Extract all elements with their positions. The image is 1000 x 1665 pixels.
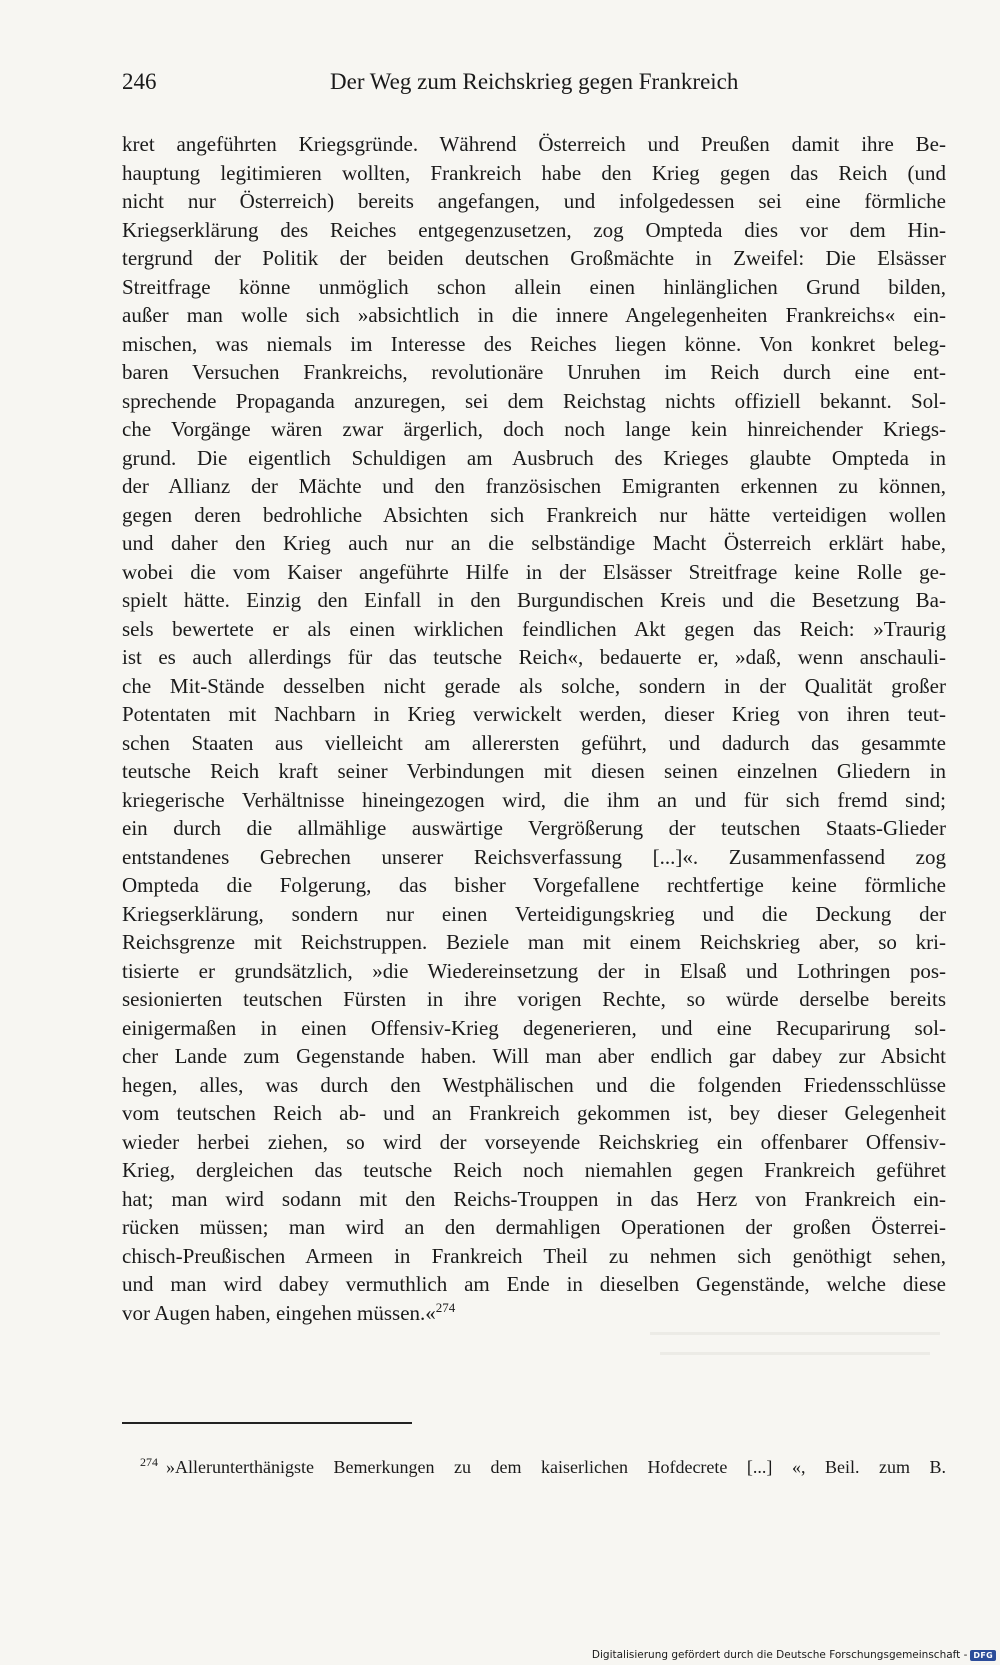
text-line: ein durch die allmählige auswärtige Vergrößerung der teutschen Staats-Glieder [122, 816, 946, 840]
running-head: Der Weg zum Reichskrieg gegen Frankreich [330, 69, 739, 94]
text-line: wobei die vom Kaiser angeführte Hilfe in der Elsässer Streitfrage keine Rolle ge- [122, 559, 946, 584]
text-line: hauptung legitimieren wollten, Frankreich habe den Krieg gegen das Reich (und [122, 160, 946, 185]
text-line: hegen, alles, was durch den Westphälischen und die folgenden Friedensschlüsse [122, 1072, 946, 1097]
text-line: kriegerische Verhältnisse hineingezogen wird, die ihm an und für sich fremd sind; [122, 787, 946, 812]
text-line: nicht nur Österreich) bereits angefangen, und infolgedessen sei eine förmliche [122, 189, 946, 213]
text-line: und daher den Krieg auch nur an die selbständige Macht Österreich erklärt habe, [122, 531, 946, 555]
text-line: baren Versuchen Frankreichs, revolutionäre Unruhen im Reich durch eine ent- [122, 360, 946, 384]
text-line: Potentaten mit Nachbarn in Krieg verwickelt werden, dieser Krieg von ihren teut- [122, 702, 946, 726]
text-line: mischen, was niemals im Interesse des Reiches liegen könne. Von konkret beleg- [122, 331, 946, 356]
credit-text: Digitalisierung gefördert durch die Deutsche Forschungsgemeinschaft - [591, 1649, 968, 1661]
text-line: Krieg, dergleichen das teutsche Reich noch niemahlen gegen Frankreich geführet [122, 1158, 946, 1182]
text-line: che Mit-Stände desselben nicht gerade als solche, sondern in der Qualität großer [122, 673, 946, 698]
text-line: schen Staaten aus vielleicht am allerersten geführt, und dadurch das gesammte [122, 730, 946, 755]
text-line: chisch-Preußischen Armeen in Frankreich Theil zu nehmen sich genöthigt sehen, [122, 1243, 946, 1268]
text-line: vom teutschen Reich ab- und an Frankreich gekommen ist, bey dieser Gelegenheit [122, 1101, 946, 1125]
digitization-credit [592, 1649, 996, 1661]
footnote-number: 274 [140, 1455, 158, 1469]
text-line: Kriegserklärung, sondern nur einen Verteidigungskrieg und die Deckung der [122, 901, 946, 926]
text-line: ist es auch allerdings für das teutsche Reich«, bedauerte er, »daß, wenn anschauli- [122, 645, 946, 669]
footnote-reference[interactable]: 274 [435, 1299, 456, 1315]
text-line: kret angeführten Kriegsgründe. Während Österreich und Preußen damit ihre Be- [122, 132, 946, 156]
text-line-last [122, 1299, 946, 1328]
bleed-through [650, 1332, 940, 1335]
text-line: gegen deren bedrohliche Absichten sich Frankreich nur hätte verteidigen wollen [122, 502, 946, 527]
text-line: Streitfrage könne unmöglich schon allein einen hinlänglichen Grund bilden, [122, 274, 946, 299]
text-line: sprechende Propaganda anzuregen, sei dem Reichstag nichts offiziell bekannt. Sol- [122, 388, 946, 413]
page-number: 246 [122, 69, 157, 94]
text-line: cher Lande zum Gegenstande haben. Will man aber endlich gar dabey zur Absicht [122, 1044, 946, 1068]
text-line: teutsche Reich kraft seiner Verbindungen mit diesen seinen einzelnen Gliedern in [122, 759, 946, 783]
text-line: Kriegserklärung des Reiches entgegenzusetzen, zog Ompteda dies vor dem Hin- [122, 217, 946, 242]
text-line: einigermaßen in einen Offensiv-Krieg degenerieren, und eine Recuparirung sol- [122, 1015, 946, 1040]
text-line: che Vorgänge wären zwar ärgerlich, doch noch lange kein hinreichender Kriegs- [122, 417, 946, 441]
text-line: Ompteda die Folgerung, das bisher Vorgefallene rechtfertige keine förmliche [122, 873, 946, 897]
text-line: sels bewertete er als einen wirklichen feindlichen Akt gegen das Reich: »Traurig [122, 616, 946, 641]
bleed-through [660, 1352, 930, 1355]
text-line: hat; man wird sodann mit den Reichs-Trouppen in das Herz von Frankreich ein- [122, 1186, 946, 1211]
footnote-text: »Allerunterthänigste Bemerkungen zu dem kaiserlichen Hofdecrete [...] «, Beil. zum B. [166, 1457, 946, 1477]
text-line: rücken müssen; man wird an den dermahligen Operationen der großen Österrei- [122, 1215, 946, 1239]
text-line: und man wird dabey vermuthlich am Ende in dieselben Gegenstände, welche diese [122, 1272, 946, 1296]
text-line: tergrund der Politik der beiden deutschen Großmächte in Zweifel: Die Elsässer [122, 246, 946, 270]
last-line-text: vor Augen haben, eingehen müssen.« [122, 1300, 436, 1325]
text-line: entstandenes Gebrechen unserer Reichsverfassung [...]«. Zusammenfassend zog [122, 844, 946, 869]
text-line: tisierte er grundsätzlich, »die Wiedereinsetzung der in Elsaß und Lothringen pos- [122, 958, 946, 983]
text-line: außer man wolle sich »absichtlich in die innere Angelegenheiten Frankreichs« ein- [122, 303, 946, 327]
text-line: der Allianz der Mächte und den französischen Emigranten erkennen zu können, [122, 474, 946, 498]
footnote-rule [122, 1422, 412, 1424]
text-line: wieder herbei ziehen, so wird der vorseyende Reichskrieg ein offenbarer Offensiv- [122, 1129, 946, 1154]
text-line: spielt hätte. Einzig den Einfall in den Burgundischen Kreis und die Besetzung Ba- [122, 588, 946, 612]
text-line: Reichsgrenze mit Reichstruppen. Beziele man mit einem Reichskrieg aber, so kri- [122, 930, 946, 954]
footnote [140, 1455, 946, 1479]
text-line: grund. Die eigentlich Schuldigen am Ausbruch des Krieges glaubte Ompteda in [122, 445, 946, 470]
body-text [122, 130, 946, 1327]
dfg-logo: DFG [970, 1650, 996, 1661]
text-line: sesionierten teutschen Fürsten in ihre vorigen Rechte, so würde derselbe bereits [122, 987, 946, 1011]
